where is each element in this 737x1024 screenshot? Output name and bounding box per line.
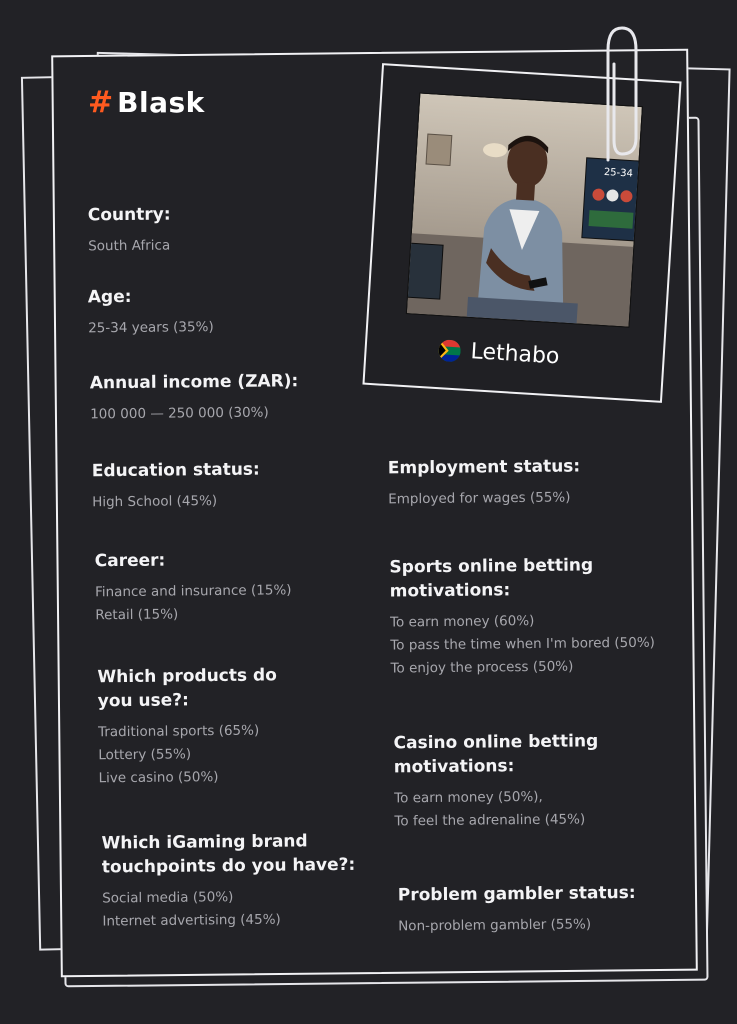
paperclip-icon [586, 20, 646, 170]
field-label: Career: [94, 550, 166, 572]
field-value: 25-34 years (35%) [88, 319, 214, 337]
field-value: Employed for wages (55%) [388, 489, 571, 508]
field-value: South Africa [88, 237, 171, 255]
field-label: Age: [87, 286, 132, 308]
field-value: To earn money (60%) [389, 613, 535, 631]
brand-name: Blask [117, 86, 205, 119]
field-income [90, 369, 361, 427]
persona-caption [438, 337, 560, 369]
field-value: High School (45%) [92, 492, 218, 511]
field-label: Country: [87, 204, 171, 226]
blask-logo [88, 86, 205, 119]
field-sports-motivations [389, 552, 680, 680]
field-value: Live casino (50%) [98, 769, 219, 787]
field-label: Which products do you use?: [97, 665, 277, 712]
field-value: Traditional sports (65%) [97, 722, 260, 741]
field-value: Social media (50%) [102, 889, 234, 907]
south-africa-flag-icon [438, 339, 461, 362]
field-value: Finance and insurance (15%) [94, 582, 292, 601]
field-value: Non-problem gambler (55%) [398, 916, 592, 935]
field-value: 100 000 — 250 000 (30%) [90, 404, 269, 423]
field-value: To earn money (50%), [394, 788, 543, 807]
field-label: Problem gambler status: [397, 882, 636, 906]
field-label: Which iGaming brand touchpoints do you have?: [101, 831, 356, 878]
field-value: To enjoy the process (50%) [390, 658, 574, 677]
field-country [88, 201, 349, 259]
field-age [88, 283, 349, 341]
field-casino-motivations [393, 729, 664, 834]
field-value: To pass the time when I'm bored (50%) [390, 634, 655, 654]
field-label: Casino online betting motivations: [393, 731, 599, 778]
field-value: To feel the adrenaline (45%) [394, 811, 586, 830]
field-products [97, 663, 348, 791]
field-label: Sports online betting motivations: [389, 555, 594, 602]
field-value: Retail (15%) [95, 606, 179, 624]
field-label: Annual income (ZAR): [89, 371, 299, 394]
field-label: Employment status: [387, 456, 581, 479]
hash-icon: # [88, 84, 114, 120]
field-gambler-status [398, 881, 669, 939]
field-touchpoints [101, 828, 392, 933]
field-employment [388, 454, 659, 512]
field-value: Lottery (55%) [98, 746, 192, 764]
field-education [92, 457, 343, 515]
tv-text: 25-34 [603, 166, 634, 180]
field-value: Internet advertising (45%) [102, 911, 281, 930]
persona-name: Lethabo [469, 339, 561, 370]
field-label: Education status: [91, 459, 260, 482]
field-career [95, 547, 346, 628]
